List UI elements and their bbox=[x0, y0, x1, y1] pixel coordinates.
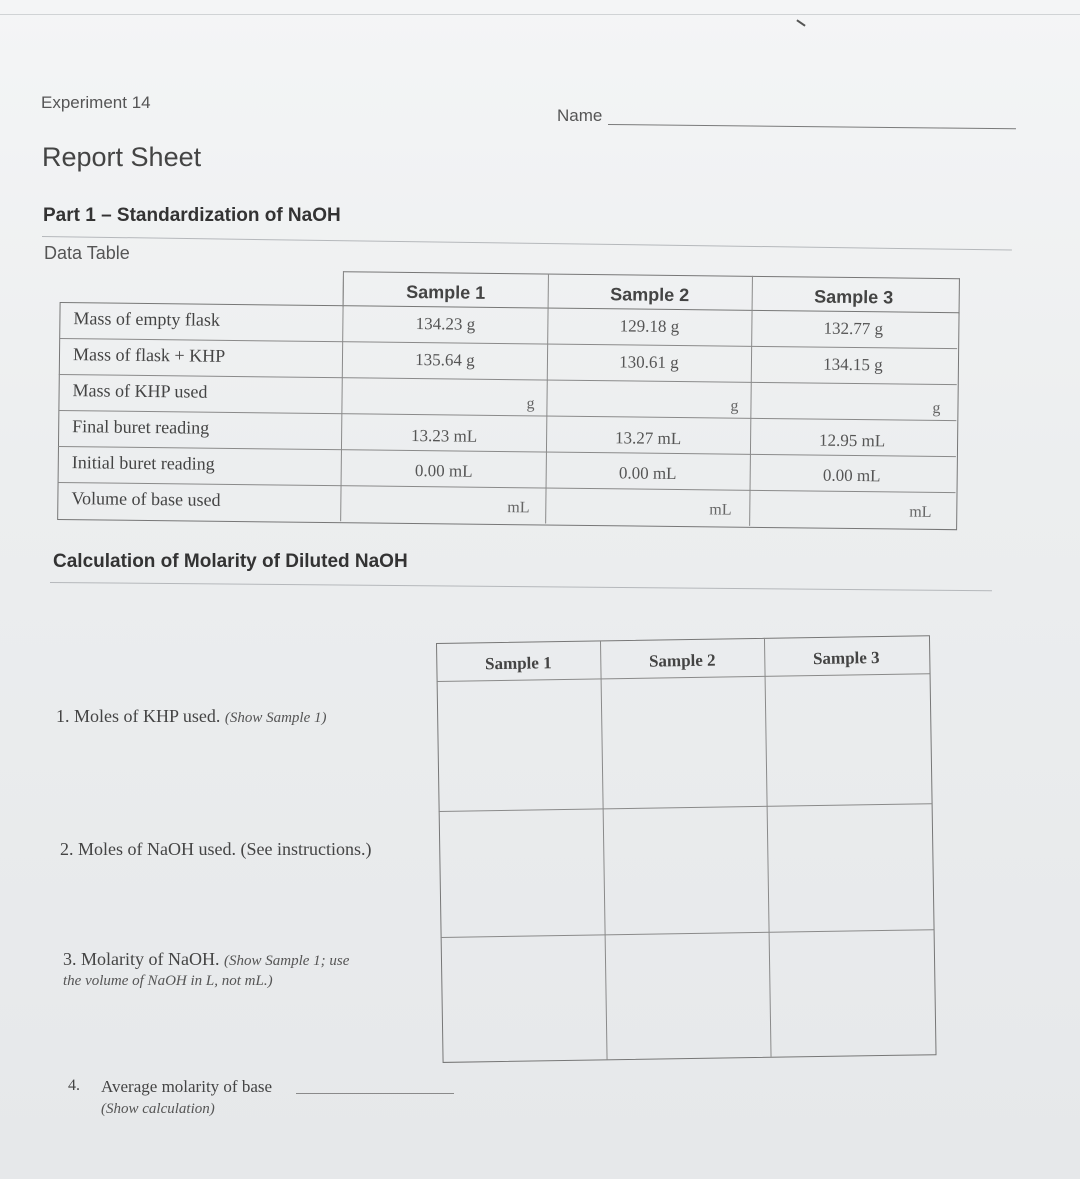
question-3-text: 3. Molarity of NaOH. bbox=[63, 949, 220, 969]
top-edge bbox=[0, 14, 1080, 15]
question-4-number: 4. bbox=[68, 1077, 80, 1094]
cell: 12.95 mL bbox=[818, 430, 886, 451]
unit-label: g bbox=[730, 397, 739, 415]
name-label: Name bbox=[557, 106, 603, 125]
grid-col-sample-2: Sample 2 bbox=[648, 650, 716, 671]
cell: 135.64 g bbox=[415, 350, 475, 370]
row-label: Mass of empty flask bbox=[73, 308, 221, 330]
question-3-note: (Show Sample 1; use bbox=[223, 953, 350, 969]
question-4-note: (Show calculation) bbox=[101, 1101, 215, 1117]
data-table bbox=[57, 268, 960, 540]
part1-heading: Part 1 – Standardization of NaOH bbox=[43, 205, 341, 226]
question-2: 2. Moles of NaOH used. (See instructions.) bbox=[60, 839, 372, 859]
question-1-note: (Show Sample 1) bbox=[224, 710, 327, 726]
grid-col-sample-1: Sample 1 bbox=[484, 653, 552, 674]
col-sample-2: Sample 2 bbox=[610, 284, 690, 306]
question-1 bbox=[56, 706, 327, 727]
row-label: Mass of flask + KHP bbox=[72, 344, 226, 366]
data-table-heading: Data Table bbox=[44, 243, 130, 263]
row-label: Mass of KHP used bbox=[72, 380, 208, 402]
calc-heading: Calculation of Molarity of Diluted NaOH bbox=[53, 551, 408, 572]
unit-label: g bbox=[526, 395, 535, 413]
name-field[interactable] bbox=[608, 124, 1016, 129]
cell: 13.23 mL bbox=[410, 425, 478, 446]
question-3-note-2: the volume of NaOH in L, not mL.) bbox=[63, 973, 273, 989]
unit-label: mL bbox=[909, 503, 932, 521]
cell: 13.27 mL bbox=[614, 428, 682, 449]
unit-label: g bbox=[932, 399, 941, 417]
row-label: Volume of base used bbox=[71, 488, 221, 510]
cell: 0.00 mL bbox=[618, 463, 677, 484]
col-sample-1: Sample 1 bbox=[406, 281, 486, 303]
row-label: Initial buret reading bbox=[71, 452, 215, 474]
col-sample-3: Sample 3 bbox=[814, 286, 894, 308]
question-4-text: Average molarity of base bbox=[101, 1077, 273, 1096]
experiment-label: Experiment 14 bbox=[41, 93, 151, 112]
cell: 130.61 g bbox=[619, 352, 679, 373]
divider bbox=[42, 236, 1012, 251]
question-3 bbox=[63, 950, 349, 990]
cell: 0.00 mL bbox=[414, 461, 473, 481]
cell: 132.77 g bbox=[823, 318, 884, 339]
average-answer-field[interactable] bbox=[296, 1093, 454, 1094]
cell: 129.18 g bbox=[619, 316, 680, 337]
speck-mark bbox=[796, 19, 805, 26]
page-title: Report Sheet bbox=[42, 142, 202, 172]
cell: 134.23 g bbox=[415, 314, 476, 334]
cell: 134.15 g bbox=[823, 354, 883, 375]
cell: 0.00 mL bbox=[822, 465, 881, 486]
grid-frame bbox=[436, 635, 937, 1063]
unit-label: mL bbox=[507, 499, 530, 517]
question-1-text: 1. Moles of KHP used. bbox=[56, 706, 221, 726]
divider bbox=[50, 582, 992, 591]
grid-col-sample-3: Sample 3 bbox=[812, 648, 880, 669]
calc-grid bbox=[436, 635, 937, 1063]
unit-label: mL bbox=[709, 501, 732, 519]
row-label: Final buret reading bbox=[72, 416, 210, 438]
